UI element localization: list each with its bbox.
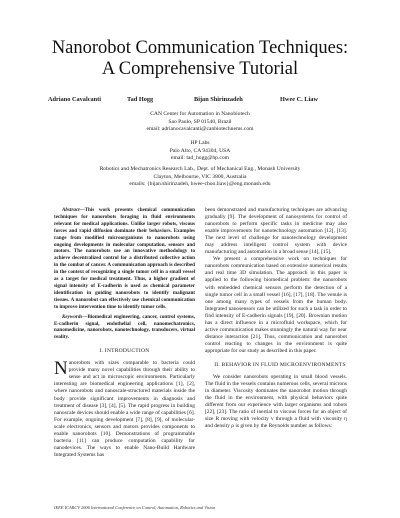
abstract [54, 207, 195, 311]
body-paragraph: We consider nanorobots operating in small blood vessels. The fluid in the vessels contains numerous cells, several microns in diameter. Viscosity dominates the nanorobot motion through the fluid in the environment, with physical behaviors quite different from our experience with larger organisms and robots [22], [23]. The ratio of inertial to viscous forces for an object of size R moving with velocity v through a fluid with viscosity η and density ρ is given by the Reynolds number as follows: [205, 374, 347, 430]
abstract-text: This work presents chemical communication techniques for nanorobots foraging in fluid environments relevant for medical applications. Unlike larger robots, viscous forces and rapid diffusion dominate their behaviors. Examples range from modified microorganisms to nanorobots using ongoing developments in molecular computation, sensors and motors. The nanorobots use an innovative methodology to achieve decentralized control for a distributed collective action in the combat of cancer. A communication approach is described in the context of recognizing a single tumor cell in a small vessel as a target for medical treatment. Thus, a higher gradient of signal intensity of E-cadherin is used as chemical parameter identification in guiding nanorobots to identify malignant tissues. A nanorobot can effectively use chemical communication to improve intervention time to identify tumor cells. [54, 207, 195, 310]
affiliation-line: HP Labs [190, 140, 210, 146]
affiliation-line: Clayton, Melbourne, VIC 3800, Australia [153, 173, 247, 180]
author-name: Tad Hogg [127, 96, 154, 103]
body-paragraph: We present a comprehensive work on techniques for nanorobots communication based on extensive numerical results and real time 3D simulation. The approach in this paper is applied to the following biomedical problem: the nanorobots with embedded chemical sensors perform the detection of a single tumor cell in a small vessel [16], [17], [18]. The venule is one among many types of vessels from the human body. Integrated nanosensors can be utilized for such a task in order to find intensity of E-cadherin signals [19], [20]. Brownian motion has a direct influence in a microfluid workspace, which for active communication makes stunningly the natural way for near distance interaction [21]. Thus, communication and nanorobot control reacting to changes in the environment is quite appropriate for our study as described in this paper. [205, 256, 347, 354]
affiliation-monash [0, 166, 400, 189]
affiliation-email: email: tad_hogg@hp.com [171, 155, 229, 162]
title-line-2: A Comprehensive Tutorial [101, 59, 299, 79]
right-column [205, 207, 347, 430]
paper-title [0, 38, 400, 80]
affiliation-line: Robotics and Mechatronics Research Lab., Dept. of Mechanical Eng., Monash University [99, 166, 301, 172]
affiliation-can [0, 111, 400, 134]
author-name: Bijan Shirinzadeh [194, 96, 243, 103]
intro-paragraph [54, 360, 195, 459]
author-name: Hwee C. Liaw [280, 96, 318, 103]
title-line-1: Nanorobot Communication Techniques: [51, 38, 349, 58]
intro-text: anorobots with sizes comparable to bacteria could provide many novel capabilities through their ability to sense and act in microscopic environments. Particularly interesting are biomedical engineering applications [1], [2], where nanorobots and nanoscale-structured materials inside the body provide significant improvements in diagnosis and treatment of disease [3], [4], [5]. The rapid progress in building nanoscale devices should enable a wide range of capabilities [6]. For example, ongoing development [7], [8], [9], of molecular-scale electronics, sensors and motors provides components to enable nanorobots [10]. Demonstrations of programmable bacteria [11] can produce computation capability for nanodevices. The ways to enable Nano-Build Hardware Integrated Systems has [54, 360, 195, 458]
section-heading-introduction: I. INTRODUCTION [99, 348, 150, 355]
affiliation-line: Palo Alto, CA 94304, USA [169, 147, 231, 154]
keywords [54, 314, 195, 342]
author-name: Adriano Cavalcanti [48, 96, 102, 103]
section-heading-behavior: II. BEHAVIOR IN FLUID MICROENVIRONMENTS [214, 361, 346, 368]
body-paragraph: been demonstrated and manufacturing techniques are advancing gradually [9]. The development of nanosystems for control of nanorobots to perform specific tasks in medicine may also enable improvements for nanotechnology automation [12], [13]. The next level of challenge for nanotechnology development may address intelligent control system with device manufacturing and automation in a broad sense [14], [15]. [205, 207, 347, 256]
affiliation-line: CAN Center for Automation in Nanobiotech [150, 111, 250, 117]
keywords-label: Keywords— [62, 313, 88, 320]
affiliation-email: emails: {bijan.shirinzadeh, hwee-choo.liaw}@eng.monash.edu [129, 181, 271, 188]
abstract-label: Abstract— [62, 207, 85, 213]
affiliation-email: email: adrianocavalcanti@canbiotechnems.com [146, 126, 254, 133]
conference-footer: IEEE ICARCV 2006 International Conference on Control, Automation, Robotics and Vision [54, 505, 216, 510]
affiliation-line: Sao Paulo, SP 01540, Brazil [168, 118, 232, 125]
left-column [54, 207, 195, 459]
affiliation-hp [0, 140, 400, 163]
keywords-text: Biomedical engineering, cancer, control systems, E-cadherin signal, endothelial cell, nanomechatronics, nanomedicine, nanorobots, nanotechnology, transducers, virtual reality. [54, 313, 195, 341]
drop-cap: N [54, 358, 68, 380]
